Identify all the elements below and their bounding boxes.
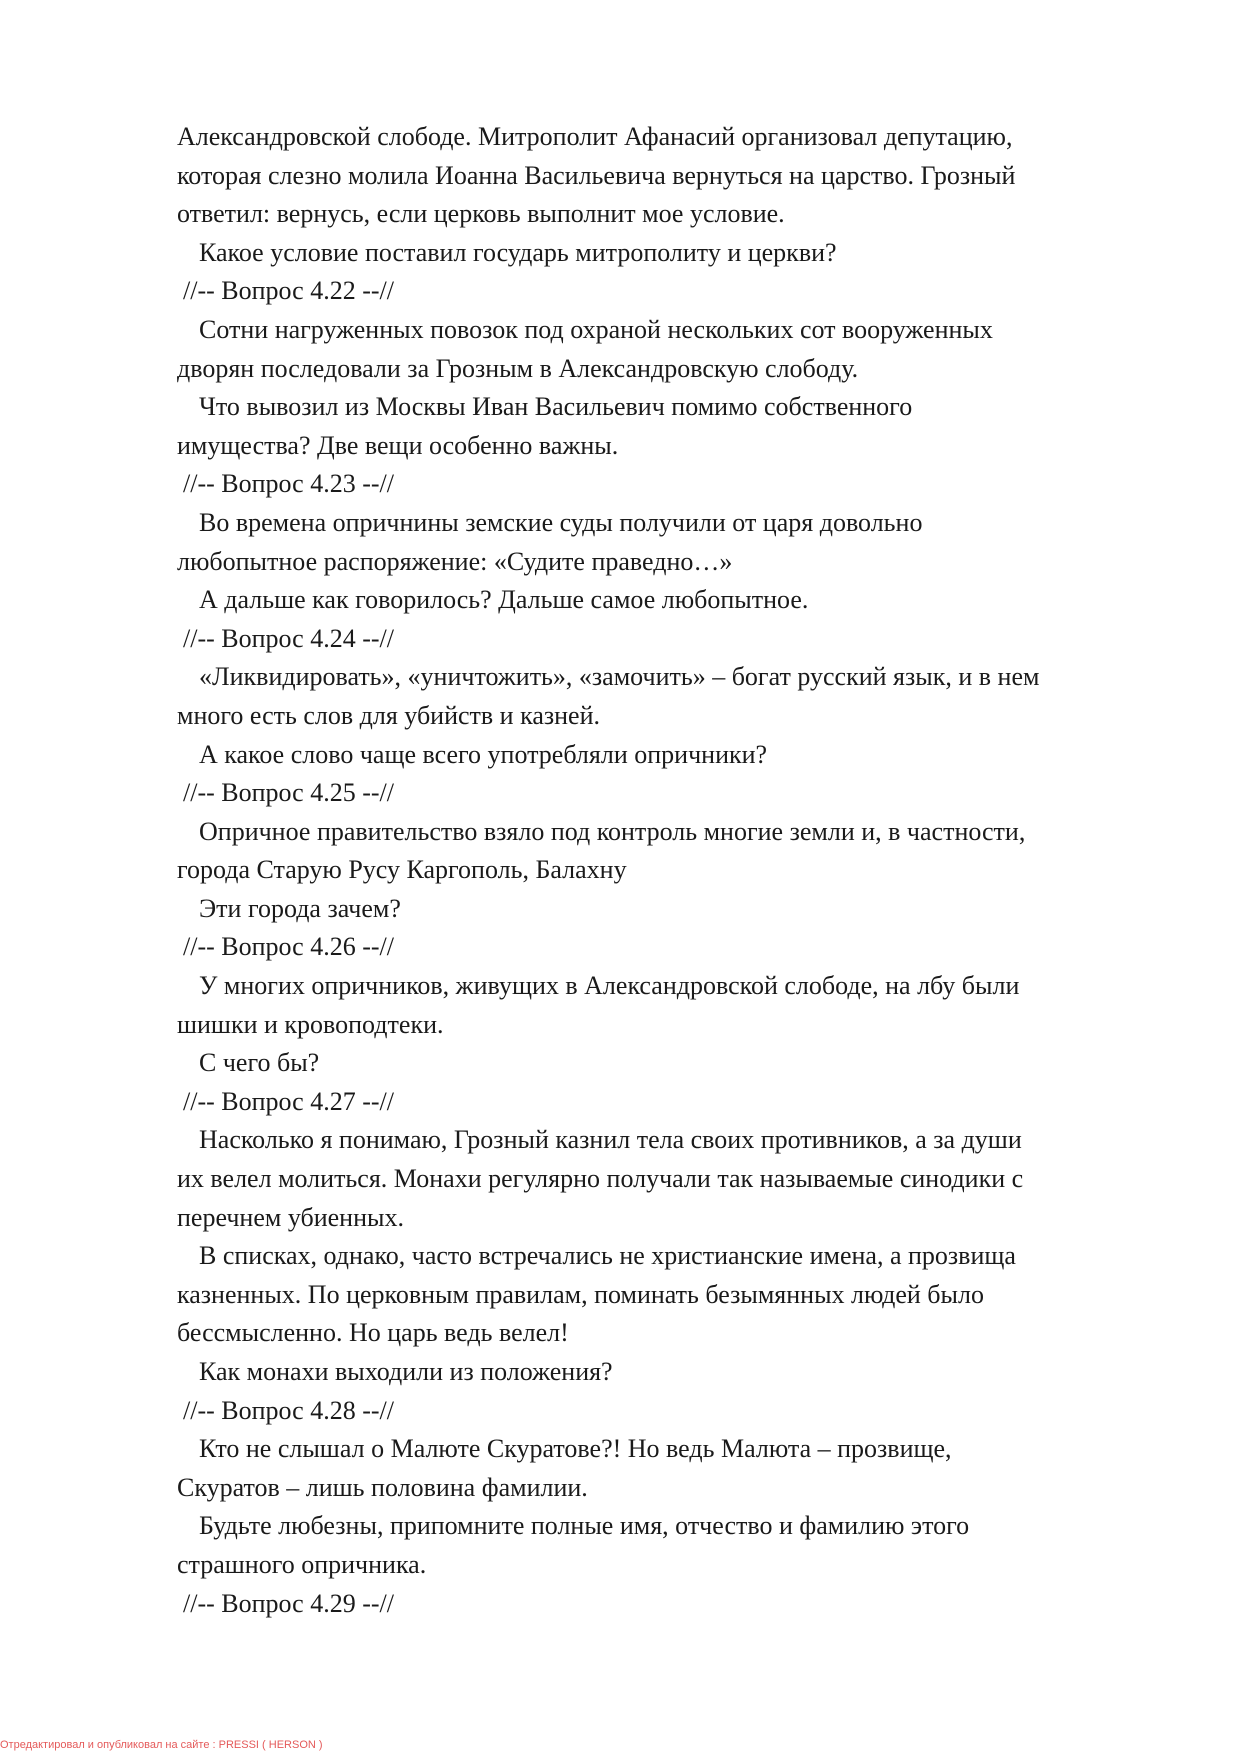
text-line: имущества? Две вещи особенно важны.: [177, 430, 619, 460]
text-line: Александровской слободе. Митрополит Афанасий организовал депутацию,: [177, 122, 1013, 151]
paragraph-start: У многих опричников, живущих в Александровской слободе, на лбу были: [199, 971, 1020, 1001]
paragraph-start: Кто не слышал о Малюте Скуратове?! Но ведь Малюта – прозвище,: [199, 1434, 952, 1464]
text-line: ответил: вернусь, если церковь выполнит мое условие.: [177, 199, 785, 229]
question-line: А дальше как говорилось? Дальше самое любопытное.: [199, 585, 809, 615]
question-line: Эти города зачем?: [199, 893, 401, 923]
question-marker: //-- Вопрос 4.29 --//: [183, 1588, 394, 1618]
question-line: С чего бы?: [199, 1048, 320, 1078]
text-line: перечнем убиенных.: [177, 1202, 404, 1232]
question-marker: //-- Вопрос 4.27 --//: [183, 1086, 394, 1116]
paragraph-start: Во времена опричнины земские суды получили от царя довольно: [199, 507, 923, 537]
question-marker: //-- Вопрос 4.28 --//: [183, 1395, 394, 1425]
question-line: Как монахи выходили из положения?: [199, 1357, 613, 1386]
text-line: страшного опричника.: [177, 1549, 427, 1579]
question-line: Какое условие поставил государь митрополиту и церкви?: [199, 237, 837, 267]
publisher-footer: Отредактировал и опубликовал на сайте : PRESSI ( HERSON ): [0, 1739, 323, 1751]
paragraph-start: Опричное правительство взяло под контроль многие земли и, в частности,: [199, 816, 1026, 846]
question-marker: //-- Вопрос 4.24 --//: [183, 623, 394, 653]
question-marker: //-- Вопрос 4.25 --//: [183, 778, 394, 808]
text-line: дворян последовали за Грозным в Александровскую слободу.: [177, 353, 859, 383]
paragraph-start: Сотни нагруженных повозок под охраной нескольких сот вооруженных: [199, 314, 993, 344]
question-line: А какое слово чаще всего употребляли опричники?: [199, 739, 768, 769]
text-line: бессмысленно. Но царь ведь велел!: [177, 1318, 569, 1348]
question-line: Будьте любезны, припомните полные имя, отчество и фамилию этого: [199, 1511, 970, 1541]
question-marker: //-- Вопрос 4.26 --//: [183, 932, 394, 962]
text-line: шишки и кровоподтеки.: [177, 1009, 444, 1039]
paragraph-start: В списках, однако, часто встречались не христианские имена, а прозвища: [199, 1241, 1016, 1271]
text-line: много есть слов для убийств и казней.: [177, 700, 601, 730]
paragraph-start: Насколько я понимаю, Грозный казнил тела своих противников, а за души: [199, 1125, 1022, 1155]
document-body: [177, 118, 1157, 1623]
text-line: Скуратов – лишь половина фамилии.: [177, 1472, 588, 1502]
question-marker: //-- Вопрос 4.22 --//: [183, 276, 394, 306]
text-line: любопытное распоряжение: «Судите праведно…»: [177, 546, 733, 576]
text-line: которая слезно молила Иоанна Васильевича вернуться на царство. Грозный: [177, 160, 1016, 190]
text-line: казненных. По церковным правилам, поминать безымянных людей было: [177, 1279, 984, 1309]
text-line: города Старую Русу Каргополь, Балахну: [177, 855, 627, 885]
question-marker: //-- Вопрос 4.23 --//: [183, 469, 394, 499]
paragraph-start: «Ликвидировать», «уничтожить», «замочить» – богат русский язык, и в нем: [199, 662, 1040, 692]
question-line: Что вывозил из Москвы Иван Васильевич помимо собственного: [199, 392, 913, 422]
text-line: их велел молиться. Монахи регулярно получали так называемые синодики с: [177, 1164, 1024, 1194]
